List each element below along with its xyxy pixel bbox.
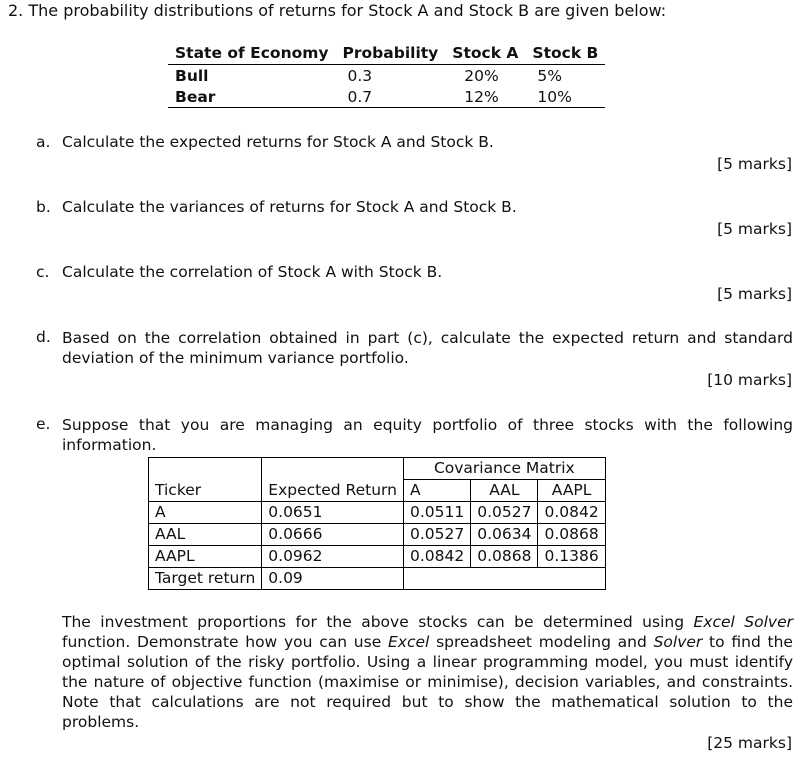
empty-cell [403,568,605,590]
header-stock-a: Stock A [445,41,525,65]
part-a-text: Calculate the expected returns for Stock A and Stock B. [62,133,494,151]
header-ticker: Ticker [149,480,262,502]
cov-cell: 0.0842 [403,546,470,568]
expected-return-cell: 0.0962 [262,546,404,568]
closing-text-2: function. Demonstrate how you can use [62,633,388,651]
state-cell: Bear [168,86,336,108]
cov-cell: 0.0527 [403,524,470,546]
empty-cell [149,458,262,480]
table-row [149,524,606,546]
header-state: State of Economy [168,41,336,65]
part-a-label: a. [36,133,51,151]
part-c-text: Calculate the correlation of Stock A with Stock B. [62,263,443,281]
expected-return-cell: 0.0651 [262,502,404,524]
closing-text-1: The investment proportions for the above stocks can be determined using [62,613,694,631]
cov-cell: 0.0868 [538,524,605,546]
part-d-label: d. [36,328,51,346]
probability-cell: 0.7 [336,86,446,108]
table-row [168,65,605,87]
stock-a-cell: 12% [445,86,525,108]
target-return-label: Target return [149,568,262,590]
table-row [168,86,605,108]
cov-cell: 0.0634 [471,524,538,546]
cov-cell: 0.0511 [403,502,470,524]
part-a-marks: [5 marks] [717,155,792,173]
table-header-row [149,458,606,480]
ticker-cell: A [149,502,262,524]
closing-text-3: spreadsheet modeling and [429,633,654,651]
header-aal: AAL [471,480,538,502]
cov-cell: 0.0868 [471,546,538,568]
closing-paragraph [62,612,793,732]
empty-cell [262,458,404,480]
covariance-matrix-header: Covariance Matrix [403,458,605,480]
cov-cell: 0.1386 [538,546,605,568]
header-stock-b: Stock B [525,41,605,65]
part-d-text: Based on the correlation obtained in part (c), calculate the expected return and standard deviation of the minimum variance portfolio. [62,329,793,367]
probability-cell: 0.3 [347,66,373,85]
part-e-text: Suppose that you are managing an equity portfolio of three stocks with the following information. [62,416,793,454]
covariance-table [148,457,606,590]
header-probability: Probability [336,41,446,65]
table-header-row [149,480,606,502]
part-c-marks: [5 marks] [717,285,792,303]
part-e-marks: [25 marks] [707,734,792,752]
ticker-cell: AAPL [149,546,262,568]
table-row [149,502,606,524]
part-d-marks: [10 marks] [707,371,792,389]
stock-b-cell: 5% [537,66,562,85]
part-b-marks: [5 marks] [717,220,792,238]
part-c-label: c. [36,263,50,281]
header-expected-return: Expected Return [262,480,404,502]
solver-term: Solver [653,633,703,651]
question-title: 2. The probability distributions of returns for Stock A and Stock B are given below: [8,1,667,20]
state-cell: Bull [175,66,209,85]
part-b-label: b. [36,198,51,216]
excel-term: Excel [387,633,430,651]
part-b-text: Calculate the variances of returns for Stock A and Stock B. [62,198,517,216]
header-a: A [403,480,470,502]
cov-cell: 0.0527 [471,502,538,524]
ticker-cell: AAL [149,524,262,546]
excel-solver-term: Excel Solver [693,613,794,631]
part-b [36,198,517,216]
stock-a-cell: 20% [464,66,499,85]
part-e-label: e. [36,415,51,433]
closing-text-4: to find the optimal solution of the risky portfolio. Using a linear programming model, you must identify the nature of objective function (maximise or minimise), decision variables, and constraints. Note that calculations are not required but to show the mathematical solution to the problems. [62,633,793,731]
part-a [36,133,494,151]
table-header-row [168,41,605,65]
probability-table [168,41,605,108]
part-c [36,263,442,281]
expected-return-cell: 0.0666 [262,524,404,546]
target-return-value: 0.09 [262,568,404,590]
stock-b-cell: 10% [525,86,605,108]
table-row [149,568,606,590]
cov-cell: 0.0842 [538,502,605,524]
table-row [149,546,606,568]
header-aapl: AAPL [538,480,605,502]
